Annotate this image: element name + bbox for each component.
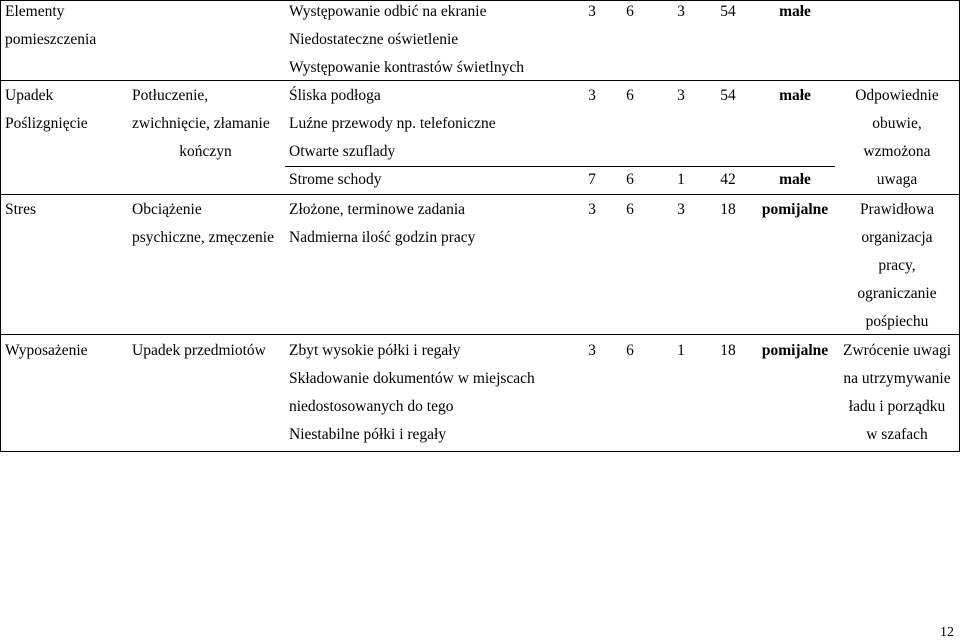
cause-cell: Nadmierna ilość godzin pracy	[289, 229, 476, 246]
risk-level: małe	[779, 87, 811, 104]
cause-cell: Strome schody	[289, 171, 382, 188]
risk-level: małe	[779, 171, 811, 188]
risk-value: 18	[720, 342, 736, 359]
action-cell: organizacja	[861, 229, 933, 246]
hazard-source-cell: psychiczne, zmęczenie	[132, 229, 274, 246]
risk-value: 54	[720, 87, 736, 104]
severity-value: 6	[626, 171, 634, 188]
cause-cell: Występowanie odbić na ekranie	[289, 3, 487, 20]
table-bottom-border	[0, 451, 960, 452]
table-left-border	[0, 0, 1, 452]
action-cell: uwaga	[876, 171, 918, 188]
action-cell: na utrzymywanie	[843, 370, 951, 387]
action-cell: Odpowiednie	[855, 87, 939, 104]
cause-cell: Luźne przewody np. telefoniczne	[289, 115, 496, 132]
cause-cell: Niestabilne półki i regały	[289, 426, 447, 443]
element-cell: pomieszczenia	[5, 31, 97, 48]
risk-level: małe	[779, 3, 811, 20]
hazard-source-cell: Potłuczenie,	[132, 87, 209, 104]
severity-value: 6	[626, 87, 634, 104]
severity-value: 6	[626, 342, 634, 359]
hazard-source-cell: zwichnięcie, złamanie	[132, 115, 270, 132]
element-cell: Stres	[5, 201, 36, 218]
action-cell: pośpiechu	[865, 313, 929, 330]
row-divider	[0, 194, 960, 195]
risk-value: 18	[720, 201, 736, 218]
element-cell: Poślizgnięcie	[5, 115, 88, 132]
cause-cell: Występowanie kontrastów świetlnych	[289, 59, 524, 76]
subrow-divider	[285, 166, 835, 167]
row-divider	[0, 334, 960, 335]
exposure-value: 1	[677, 342, 685, 359]
action-cell: ograniczanie	[857, 285, 937, 302]
hazard-source-cell: Obciążenie	[132, 201, 202, 218]
action-cell: obuwie,	[872, 115, 922, 132]
action-cell: Zwrócenie uwagi	[842, 342, 952, 359]
exposure-value: 3	[677, 201, 685, 218]
exposure-value: 3	[677, 3, 685, 20]
row-divider	[0, 80, 960, 81]
action-cell: Prawidłowa	[859, 201, 935, 218]
risk-level: pomijalne	[761, 342, 829, 359]
risk-value: 42	[720, 171, 736, 188]
probability-value: 3	[588, 3, 596, 20]
action-cell: wzmożona	[863, 143, 931, 160]
risk-value: 54	[720, 3, 736, 20]
exposure-value: 3	[677, 87, 685, 104]
exposure-value: 1	[677, 171, 685, 188]
element-cell: Elementy	[5, 3, 65, 20]
cause-cell: Złożone, terminowe zadania	[289, 201, 466, 218]
probability-value: 3	[588, 87, 596, 104]
cause-cell: Zbyt wysokie półki i regały	[289, 342, 461, 359]
action-cell: pracy,	[878, 257, 916, 274]
severity-value: 6	[626, 3, 634, 20]
cause-cell: Otwarte szuflady	[289, 143, 396, 160]
hazard-source-cell: Upadek przedmiotów	[132, 342, 266, 359]
hazard-source-cell: kończyn	[179, 143, 232, 160]
action-cell: w szafach	[866, 426, 928, 443]
cause-cell: Śliska podłoga	[289, 87, 381, 104]
element-cell: Wyposażenie	[5, 342, 88, 359]
cause-cell: Niedostateczne oświetlenie	[289, 31, 459, 48]
action-cell: ładu i porządku	[848, 398, 946, 415]
cause-cell: Składowanie dokumentów w miejscach	[289, 370, 535, 387]
probability-value: 3	[588, 342, 596, 359]
element-cell: Upadek	[5, 87, 54, 104]
probability-value: 7	[588, 171, 596, 188]
probability-value: 3	[588, 201, 596, 218]
page-number: 12	[940, 625, 954, 640]
risk-level: pomijalne	[761, 201, 829, 218]
table-top-border	[0, 0, 960, 1]
cause-cell: niedostosowanych do tego	[289, 398, 454, 415]
severity-value: 6	[626, 201, 634, 218]
